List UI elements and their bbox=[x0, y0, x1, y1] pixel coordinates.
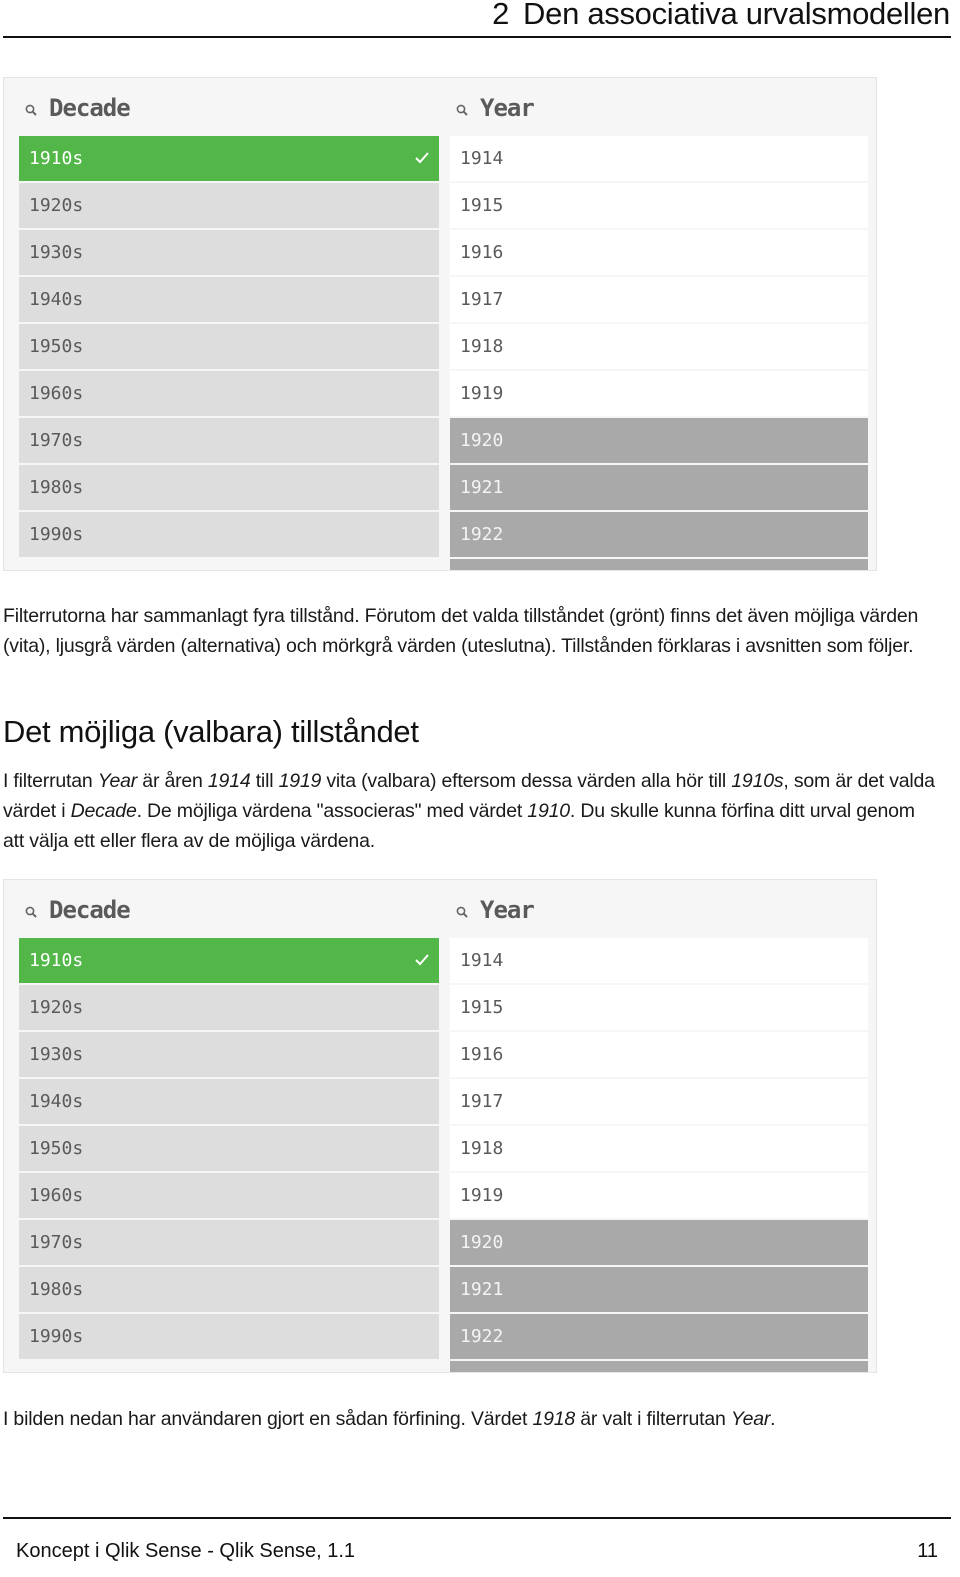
decade-item-label: 1980s bbox=[29, 1279, 84, 1300]
decade-list-item[interactable] bbox=[19, 183, 439, 228]
decade-list-item[interactable] bbox=[19, 1126, 439, 1171]
year-item-label: 1921 bbox=[460, 1279, 504, 1300]
year-item-label: 1922 bbox=[460, 524, 504, 545]
year-list-item[interactable] bbox=[450, 1126, 868, 1171]
decade-item-label: 1970s bbox=[29, 1232, 84, 1253]
checkmark-icon bbox=[415, 152, 429, 164]
decade-list-item[interactable] bbox=[19, 1220, 439, 1265]
decade-item-label: 1910s bbox=[29, 950, 84, 971]
section-heading: Det möjliga (valbara) tillståndet bbox=[3, 714, 419, 749]
decade-item-label: 1930s bbox=[29, 242, 84, 263]
year-list-item[interactable] bbox=[450, 1220, 868, 1265]
decade-item-label: 1960s bbox=[29, 1185, 84, 1206]
year-list-item[interactable] bbox=[450, 1361, 868, 1373]
decade-item-label: 1940s bbox=[29, 289, 84, 310]
year-filter-pane bbox=[450, 78, 870, 571]
year-filter-title: Year bbox=[480, 94, 534, 122]
chapter-title: Den associativa urvalsmodellen bbox=[523, 0, 950, 31]
year-list-item[interactable] bbox=[450, 371, 868, 416]
decade-filter-title: Decade bbox=[49, 896, 130, 924]
decade-list-item[interactable] bbox=[19, 136, 439, 181]
decade-list-item[interactable] bbox=[19, 465, 439, 510]
year-list-item[interactable] bbox=[450, 938, 868, 983]
year-list-item[interactable] bbox=[450, 1314, 868, 1359]
decade-item-label: 1990s bbox=[29, 1326, 84, 1347]
year-list-item[interactable] bbox=[450, 1267, 868, 1312]
header-rule bbox=[3, 36, 951, 38]
decade-list bbox=[19, 136, 439, 559]
year-item-label: 1921 bbox=[460, 477, 504, 498]
decade-filter-header[interactable] bbox=[19, 880, 439, 938]
decade-list-item[interactable] bbox=[19, 512, 439, 557]
year-list-item[interactable] bbox=[450, 230, 868, 275]
possible-state-paragraph: I filterrutan Year är åren 1914 till 1919 vita (valbara) eftersom dessa värden alla hör till 1910s, som är det valda värdet i Decade. De möjliga värdena "associeras" med värdet 1910. Du skulle kunna förfina ditt urval genom att välja ett eller flera av de möjliga värdena. bbox=[3, 770, 935, 852]
decade-item-label: 1970s bbox=[29, 430, 84, 451]
decade-list-item[interactable] bbox=[19, 324, 439, 369]
filter-panes-figure-1 bbox=[3, 77, 877, 571]
search-icon[interactable] bbox=[456, 104, 468, 116]
decade-item-label: 1920s bbox=[29, 997, 84, 1018]
footer-doc-title: Koncept i Qlik Sense - Qlik Sense, 1.1 bbox=[16, 1540, 356, 1562]
decade-list-item[interactable] bbox=[19, 938, 439, 983]
year-list-item[interactable] bbox=[450, 1079, 868, 1124]
year-item-label: 1915 bbox=[460, 997, 504, 1018]
year-list-item[interactable] bbox=[450, 1032, 868, 1077]
filter-panes-figure-2 bbox=[3, 879, 877, 1373]
decade-item-label: 1980s bbox=[29, 477, 84, 498]
decade-list-item[interactable] bbox=[19, 1173, 439, 1218]
year-item-label: 1914 bbox=[460, 950, 504, 971]
decade-list-item[interactable] bbox=[19, 277, 439, 322]
footer-rule bbox=[3, 1517, 951, 1519]
decade-list-item[interactable] bbox=[19, 985, 439, 1030]
year-list bbox=[450, 938, 870, 1373]
decade-list-item[interactable] bbox=[19, 371, 439, 416]
search-icon[interactable] bbox=[25, 104, 37, 116]
decade-item-label: 1920s bbox=[29, 195, 84, 216]
year-item-label: 1915 bbox=[460, 195, 504, 216]
year-item-label: 1918 bbox=[460, 336, 504, 357]
year-list-item[interactable] bbox=[450, 465, 868, 510]
year-item-label: 1920 bbox=[460, 430, 504, 451]
decade-item-label: 1960s bbox=[29, 383, 84, 404]
year-list bbox=[450, 136, 870, 571]
decade-filter-header[interactable] bbox=[19, 78, 439, 136]
year-list-item[interactable] bbox=[450, 183, 868, 228]
refinement-paragraph: I bilden nedan har användaren gjort en sådan förfining. Värdet 1918 är valt i filterrutan Year. bbox=[3, 1408, 776, 1430]
decade-list bbox=[19, 938, 439, 1361]
year-item-label: 1919 bbox=[460, 1185, 504, 1206]
chapter-header bbox=[492, 0, 950, 32]
checkmark-icon bbox=[415, 954, 429, 966]
year-filter-title: Year bbox=[480, 896, 534, 924]
decade-filter-title: Decade bbox=[49, 94, 130, 122]
year-list-item[interactable] bbox=[450, 512, 868, 557]
chapter-number: 2 bbox=[492, 0, 510, 31]
year-item-label: 1914 bbox=[460, 148, 504, 169]
decade-list-item[interactable] bbox=[19, 1267, 439, 1312]
year-item-label: 1917 bbox=[460, 1091, 504, 1112]
year-filter-header[interactable] bbox=[450, 78, 870, 136]
decade-list-item[interactable] bbox=[19, 418, 439, 463]
intro-paragraph: Filterrutorna har sammanlagt fyra tillstånd. Förutom det valda tillståndet (grönt) finns det även möjliga värden (vita), ljusgrå värden (alternativa) och mörkgrå värden (uteslutna). Tillstånden förklaras i avsnitten som följer. bbox=[3, 605, 919, 657]
decade-list-item[interactable] bbox=[19, 1079, 439, 1124]
year-item-label: 1922 bbox=[460, 1326, 504, 1347]
decade-filter-pane bbox=[19, 880, 439, 1373]
decade-list-item[interactable] bbox=[19, 1314, 439, 1359]
year-list-item[interactable] bbox=[450, 418, 868, 463]
year-item-label: 1920 bbox=[460, 1232, 504, 1253]
decade-item-label: 1910s bbox=[29, 148, 84, 169]
decade-item-label: 1930s bbox=[29, 1044, 84, 1065]
year-list-item[interactable] bbox=[450, 136, 868, 181]
year-filter-header[interactable] bbox=[450, 880, 870, 938]
year-list-item[interactable] bbox=[450, 277, 868, 322]
decade-item-label: 1990s bbox=[29, 524, 84, 545]
decade-item-label: 1940s bbox=[29, 1091, 84, 1112]
decade-list-item[interactable] bbox=[19, 1032, 439, 1077]
year-item-label: 1916 bbox=[460, 242, 504, 263]
decade-list-item[interactable] bbox=[19, 230, 439, 275]
year-list-item[interactable] bbox=[450, 985, 868, 1030]
year-filter-pane bbox=[450, 880, 870, 1373]
decade-filter-pane bbox=[19, 78, 439, 571]
search-icon[interactable] bbox=[25, 906, 37, 918]
search-icon[interactable] bbox=[456, 906, 468, 918]
year-item-label: 1918 bbox=[460, 1138, 504, 1159]
decade-item-label: 1950s bbox=[29, 336, 84, 357]
decade-item-label: 1950s bbox=[29, 1138, 84, 1159]
year-list-item[interactable] bbox=[450, 1173, 868, 1218]
page-number: 11 bbox=[917, 1540, 938, 1562]
year-item-label: 1917 bbox=[460, 289, 504, 310]
year-item-label: 1919 bbox=[460, 383, 504, 404]
year-list-item[interactable] bbox=[450, 324, 868, 369]
year-list-item[interactable] bbox=[450, 559, 868, 571]
year-item-label: 1916 bbox=[460, 1044, 504, 1065]
